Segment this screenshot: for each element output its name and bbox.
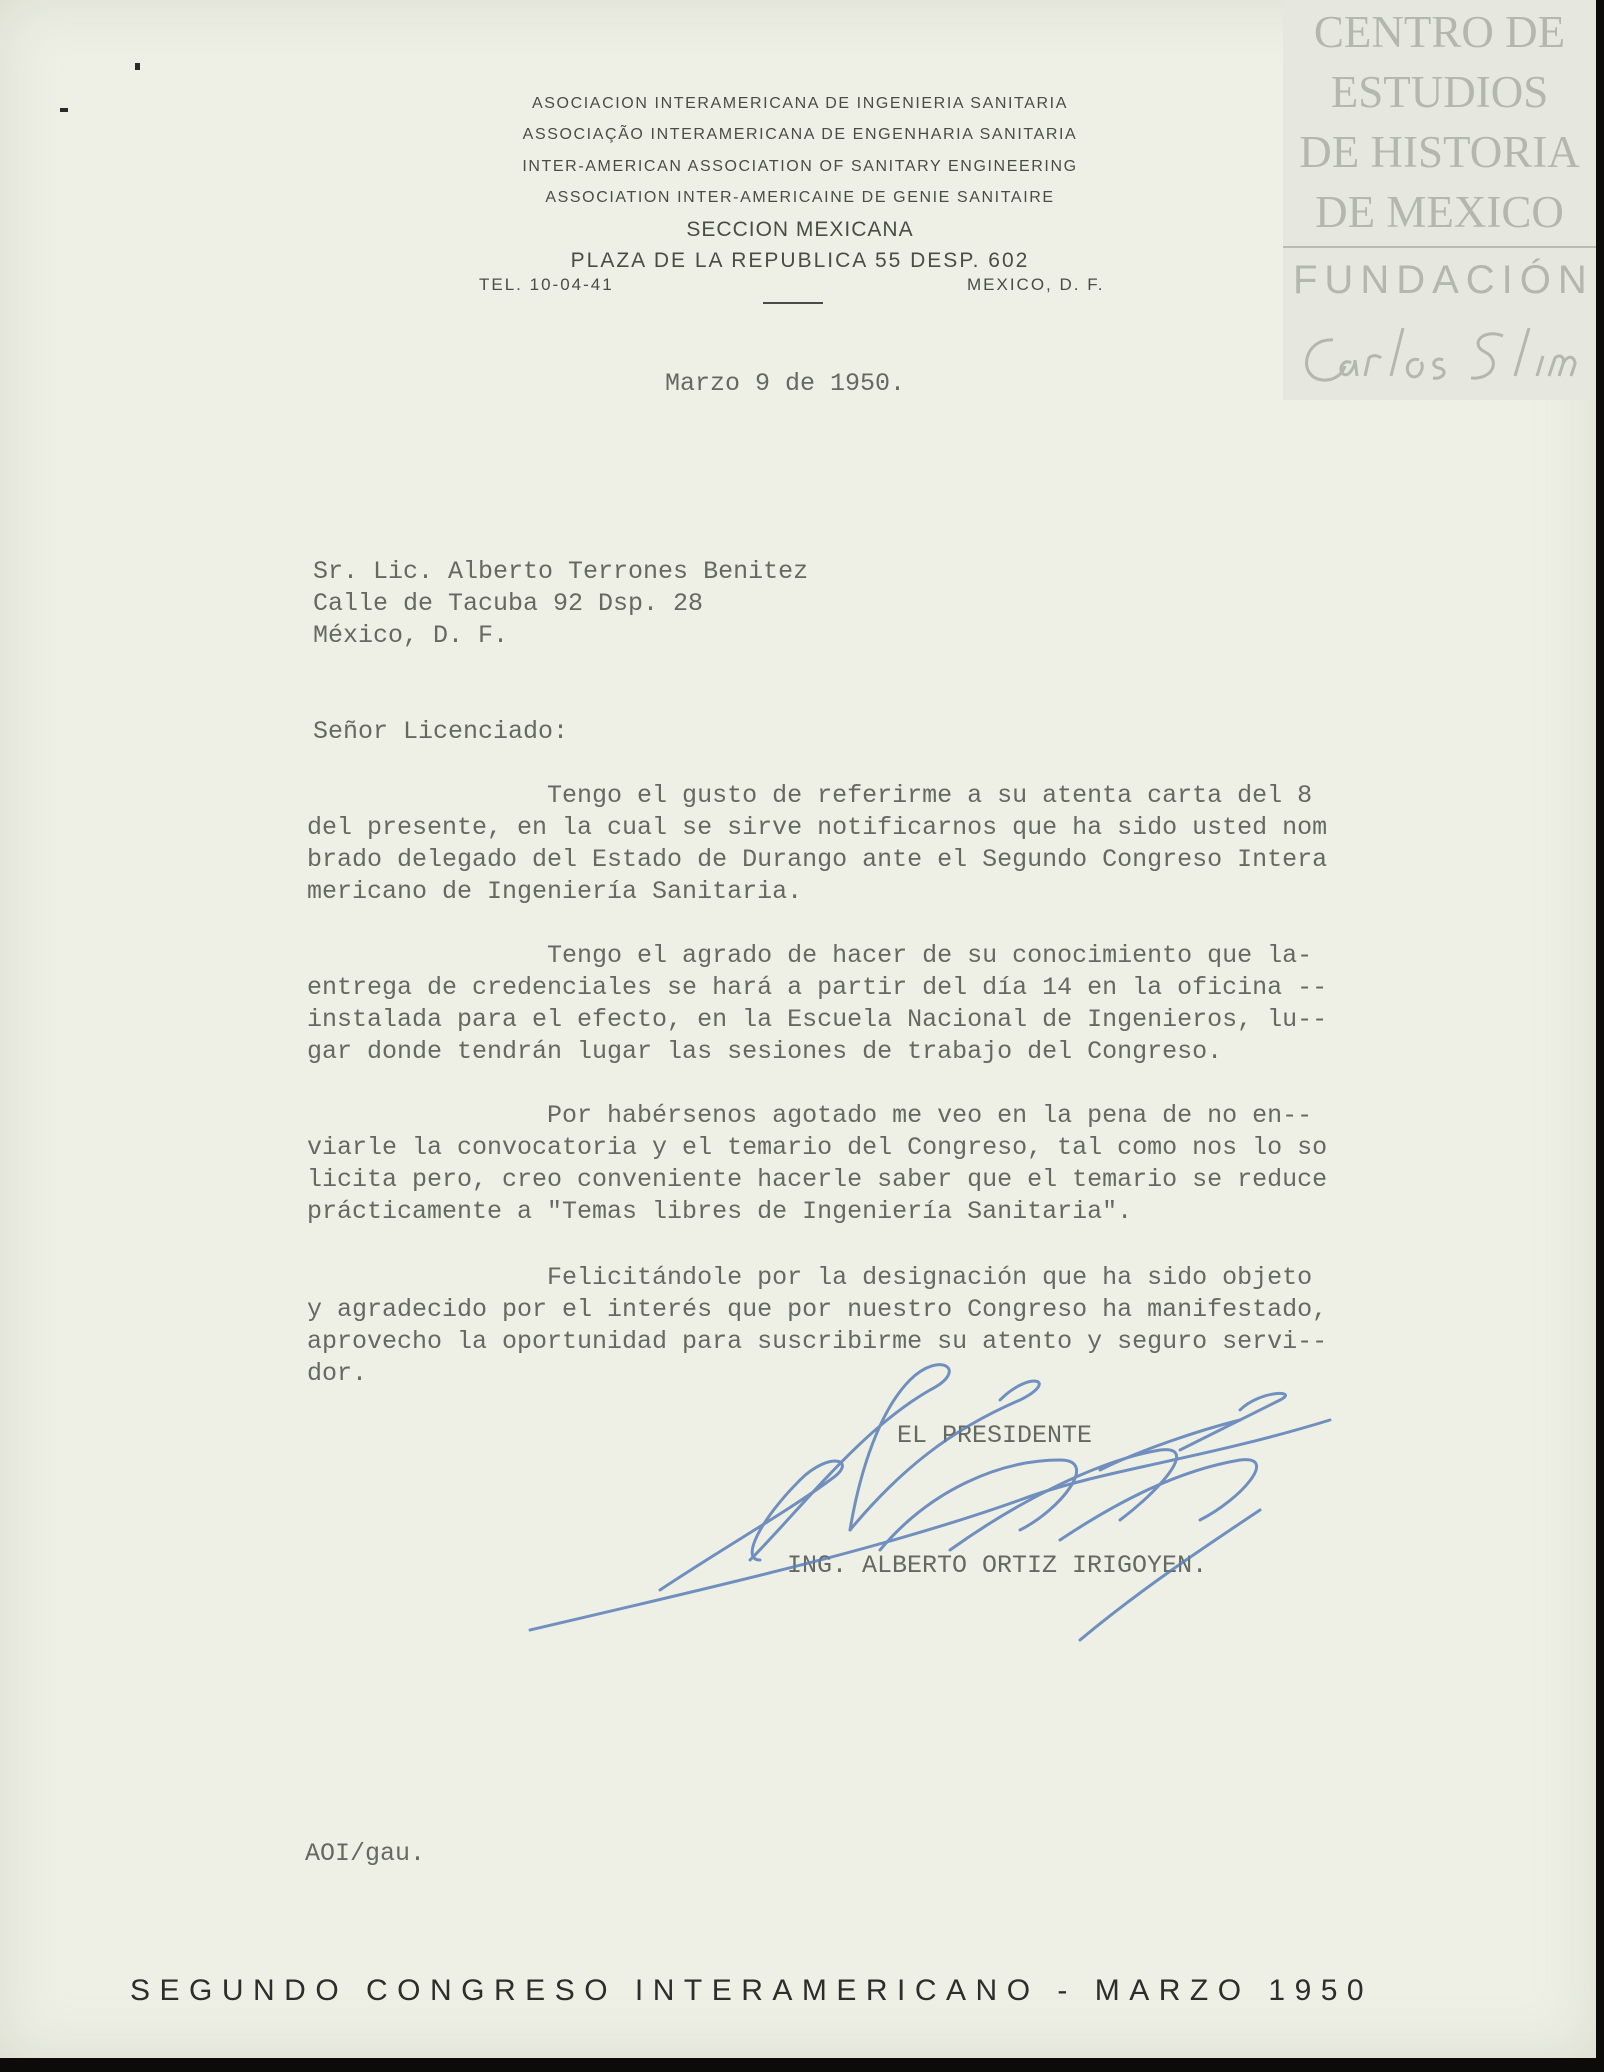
ink-mark xyxy=(135,63,140,70)
body-line: aprovecho la oportunidad para suscribirme su atento y seguro servi-- xyxy=(307,1327,1328,1356)
recipient-street: Calle de Tacuba 92 Dsp. 28 xyxy=(313,589,704,618)
typist-initials: AOI/gau. xyxy=(305,1839,426,1868)
letter-date: Marzo 9 de 1950. xyxy=(665,369,906,398)
letterhead-line: INTER-AMERICAN ASSOCIATION OF SANITARY ENGINEERING xyxy=(522,158,1078,175)
letterhead-section: SECCION MEXICANA xyxy=(686,218,914,241)
letterhead-city: MEXICO, D. F. xyxy=(967,275,1105,294)
body-line: gar donde tendrán lugar las sesiones de trabajo del Congreso. xyxy=(307,1037,1223,1066)
body-line: mericano de Ingeniería Sanitaria. xyxy=(307,877,803,906)
letterhead-phone: TEL. 10-04-41 xyxy=(479,275,614,294)
body-line: licita pero, creo conveniente hacerle saber que el temario se reduce xyxy=(307,1165,1328,1194)
body-paragraph xyxy=(307,940,1407,1068)
body-line: Tengo el agrado de hacer de su conocimiento que la- xyxy=(307,941,1313,970)
body-paragraph xyxy=(307,1100,1407,1228)
letterhead-line: ASSOCIATION INTER-AMERICAINE DE GENIE SANITAIRE xyxy=(545,189,1055,206)
body-line: instalada para el efecto, en la Escuela Nacional de Ingenieros, lu-- xyxy=(307,1005,1328,1034)
body-line: y agradecido por el interés que por nuestro Congreso ha manifestado, xyxy=(307,1295,1328,1324)
salutation: Señor Licenciado: xyxy=(313,717,569,746)
letterhead-rule xyxy=(763,302,823,304)
footer-congress: SEGUNDO CONGRESO INTERAMERICANO - MARZO 1950 xyxy=(130,1974,1374,2007)
foundation-signature-logo xyxy=(1293,318,1593,398)
body-line: Tengo el gusto de referirme a su atenta carta del 8 xyxy=(307,781,1313,810)
letterhead-line: ASSOCIAÇÃO INTERAMERICANA DE ENGENHARIA SANITARIA xyxy=(522,126,1078,143)
body-line: prácticamente a "Temas libres de Ingeniería Sanitaria". xyxy=(307,1197,1133,1226)
signer-name: ING. ALBERTO ORTIZ IRIGOYEN. xyxy=(787,1551,1208,1580)
body-line: brado delegado del Estado de Durango ante el Segundo Congreso Intera xyxy=(307,845,1328,874)
body-line: Felicitándole por la designación que ha sido objeto xyxy=(307,1263,1313,1292)
body-line: viarle la convocatoria y el temario del Congreso, tal como nos lo so xyxy=(307,1133,1328,1162)
watermark-foundation: FUNDACIÓN xyxy=(1293,258,1594,302)
archive-watermark xyxy=(1283,0,1596,400)
body-line: entrega de credenciales se hará a partir del día 14 en la oficina -- xyxy=(307,973,1328,1002)
handwritten-signature xyxy=(500,1350,1380,1650)
ink-mark xyxy=(60,108,68,112)
closing-title: EL PRESIDENTE xyxy=(897,1421,1093,1450)
watermark-line: DE MEXICO xyxy=(1315,187,1564,237)
letterhead-line: ASOCIACION INTERAMERICANA DE INGENIERIA SANITARIA xyxy=(532,95,1068,112)
watermark-line: CENTRO DE xyxy=(1313,7,1566,57)
recipient-name: Sr. Lic. Alberto Terrones Benitez xyxy=(313,557,809,586)
watermark-line: DE HISTORIA xyxy=(1299,127,1580,177)
watermark-line: ESTUDIOS xyxy=(1330,67,1549,117)
letterhead-address: PLAZA DE LA REPUBLICA 55 DESP. 602 xyxy=(570,249,1030,272)
body-line: Por habérsenos agotado me veo en la pena de no en-- xyxy=(307,1101,1313,1130)
body-line: del presente, en la cual se sirve notificarnos que ha sido usted nom xyxy=(307,813,1328,842)
body-paragraph xyxy=(307,780,1407,908)
recipient-city: México, D. F. xyxy=(313,621,509,650)
watermark-divider xyxy=(1283,246,1596,248)
body-line: dor. xyxy=(307,1359,368,1388)
